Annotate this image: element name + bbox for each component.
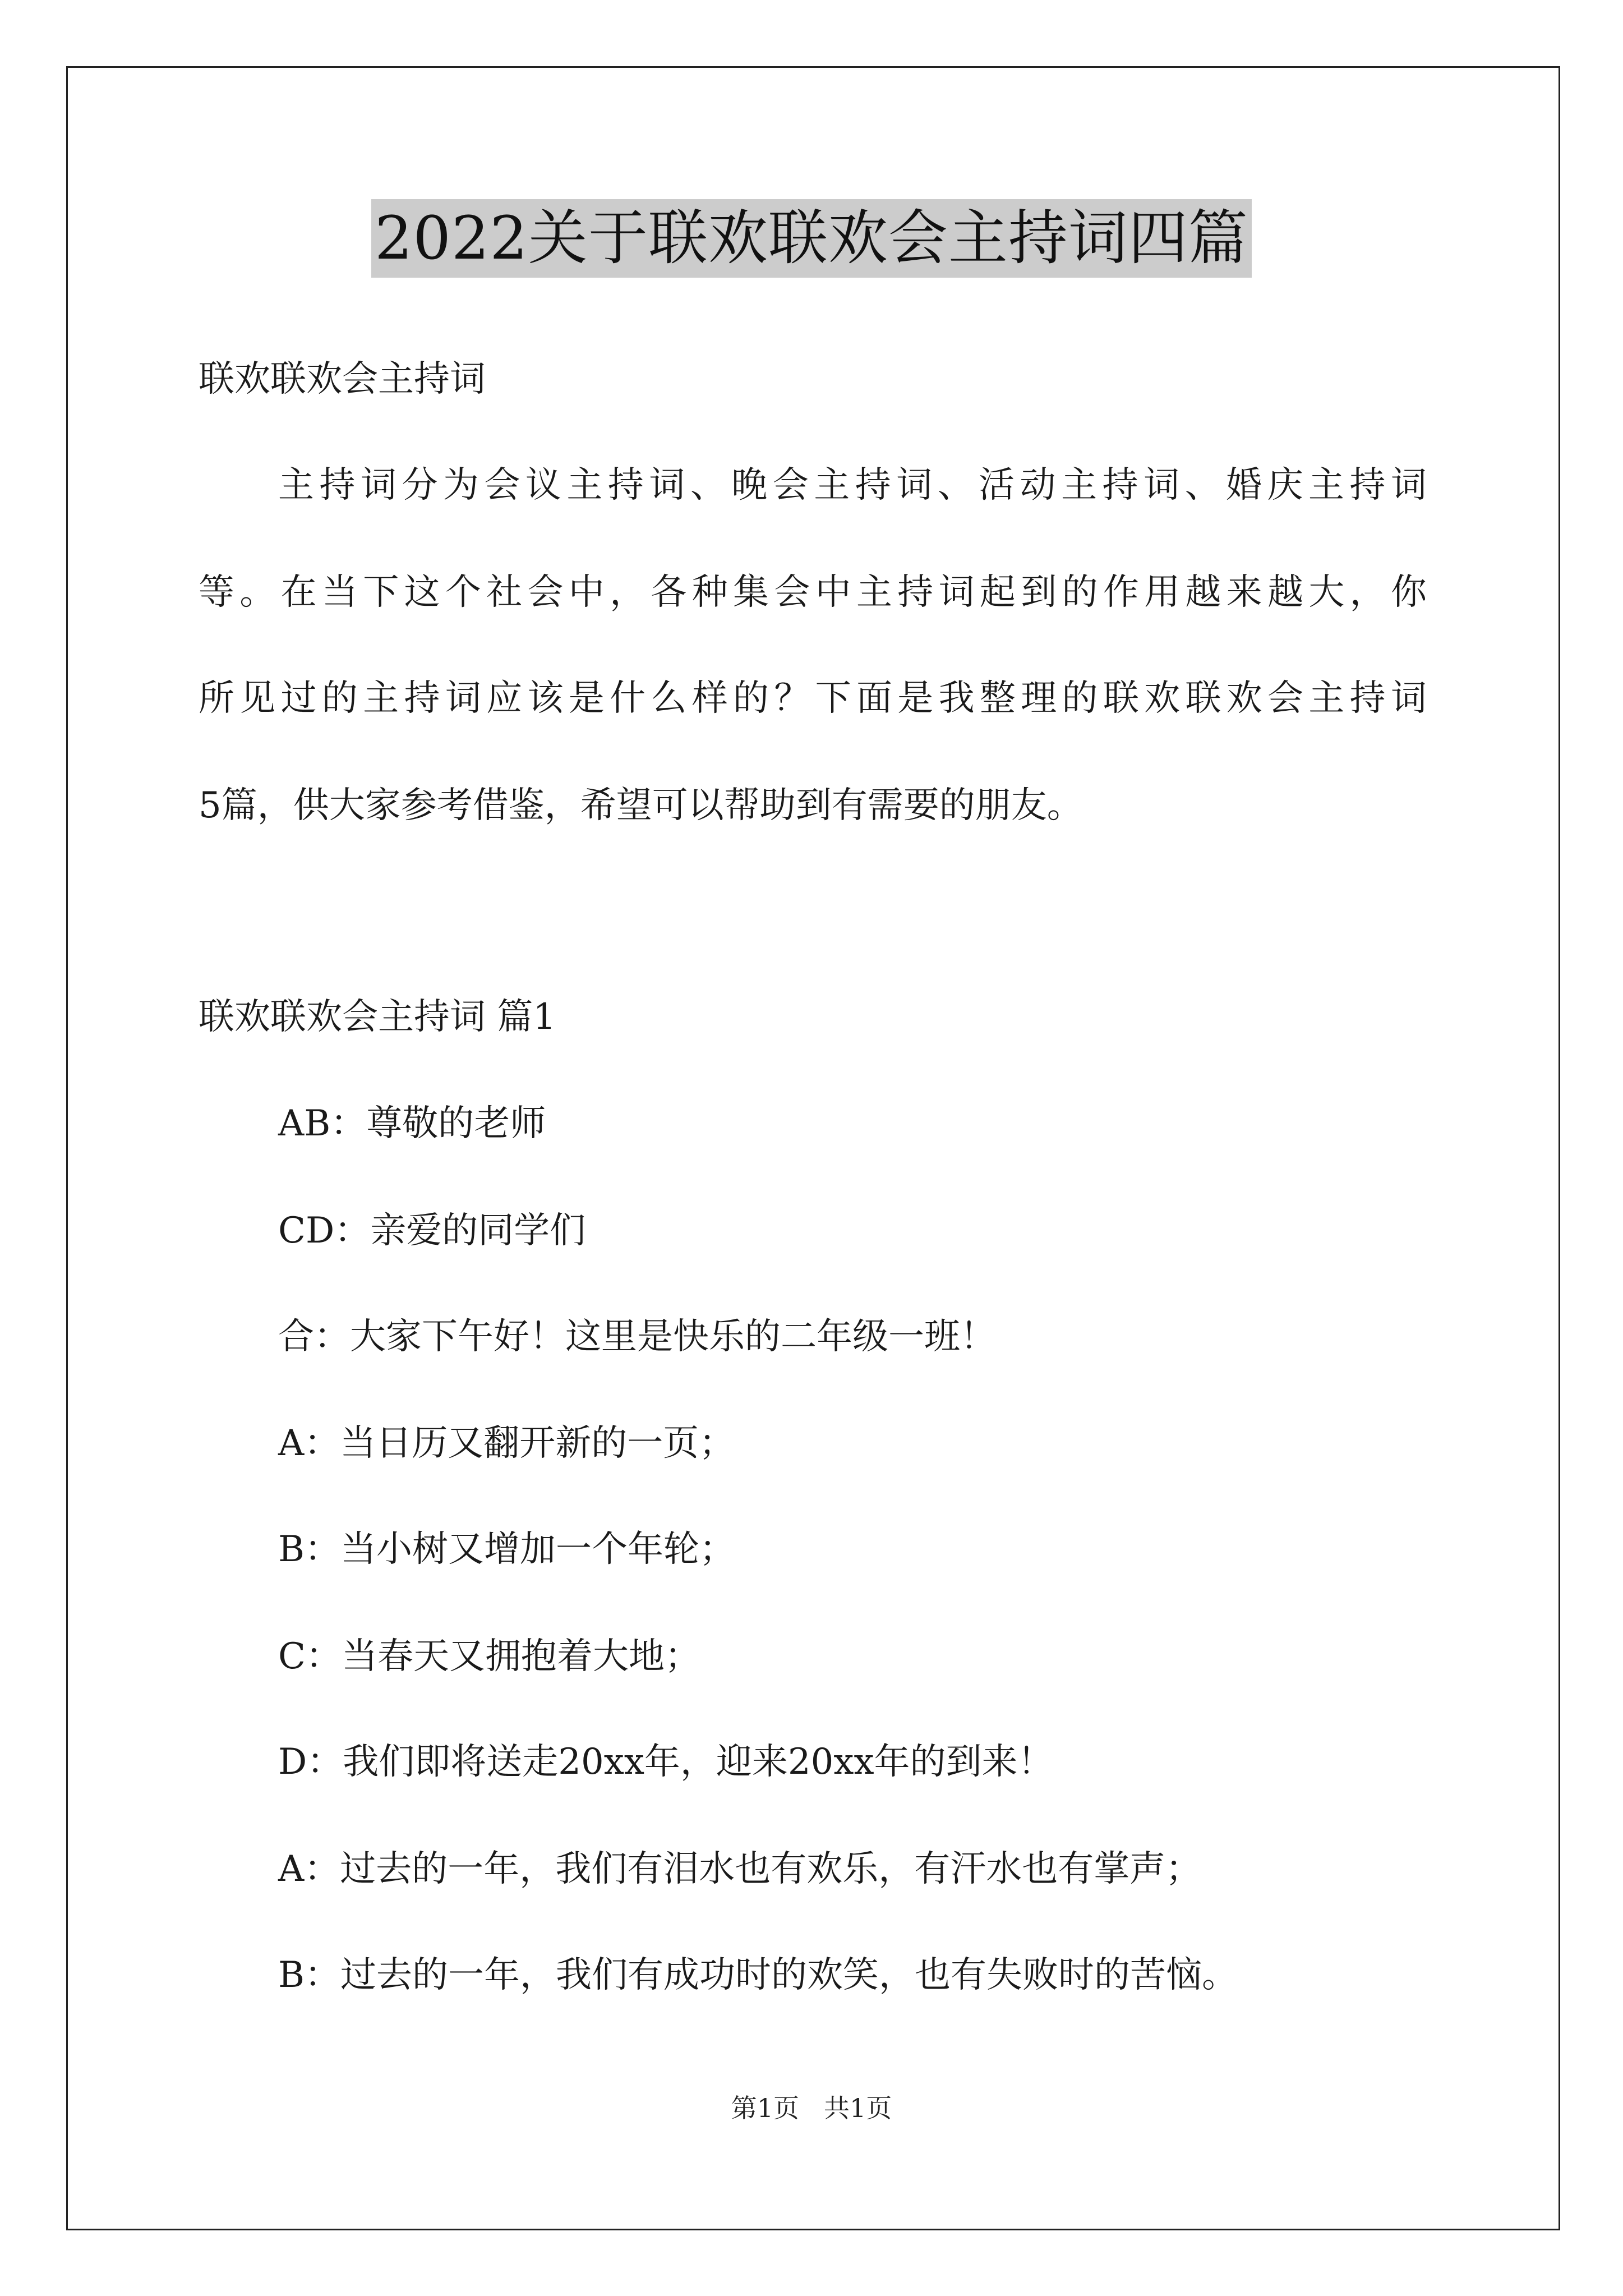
page-total: 共1页	[824, 2093, 892, 2123]
intro-paragraph-line-1: 主持词分为会议主持词、晚会主持词、活动主持词、婚庆主持词	[278, 464, 1427, 506]
page-footer	[0, 2091, 1623, 2125]
dialogue-line: 合：大家下午好！这里是快乐的二年级一班！	[278, 1316, 996, 1358]
dialogue-line: A：当日历又翻开新的一页；	[278, 1423, 735, 1464]
intro-paragraph-line-2: 等。在当下这个社会中，各种集会中主持词起到的作用越来越大，你	[199, 572, 1427, 613]
document-title: 2022关于联欢联欢会主持词四篇	[371, 199, 1252, 278]
page-number: 第1页	[731, 2093, 799, 2123]
dialogue-line: D：我们即将送走20xx年，迎来20xx年的到来！	[278, 1741, 1054, 1783]
title-container	[0, 199, 1623, 278]
dialogue-line: C：当春天又拥抱着大地；	[278, 1636, 700, 1677]
dialogue-line: B：过去的一年，我们有成功时的欢笑，也有失败时的苦恼。	[278, 1954, 1238, 1996]
section-heading: 联欢联欢会主持词 篇1	[199, 996, 556, 1038]
intro-paragraph-line-4: 5篇，供大家参考借鉴，希望可以帮助到有需要的朋友。	[199, 785, 1083, 826]
dialogue-line: B：当小树又增加一个年轮；	[278, 1529, 736, 1570]
intro-heading: 联欢联欢会主持词	[199, 358, 486, 400]
intro-paragraph-line-3: 所见过的主持词应该是什么样的？下面是我整理的联欢联欢会主持词	[199, 678, 1427, 719]
dialogue-line: CD：亲爱的同学们	[278, 1210, 586, 1251]
dialogue-line: A：过去的一年，我们有泪水也有欢乐，有汗水也有掌声；	[278, 1848, 1202, 1890]
dialogue-line: AB：尊敬的老师	[278, 1103, 546, 1144]
